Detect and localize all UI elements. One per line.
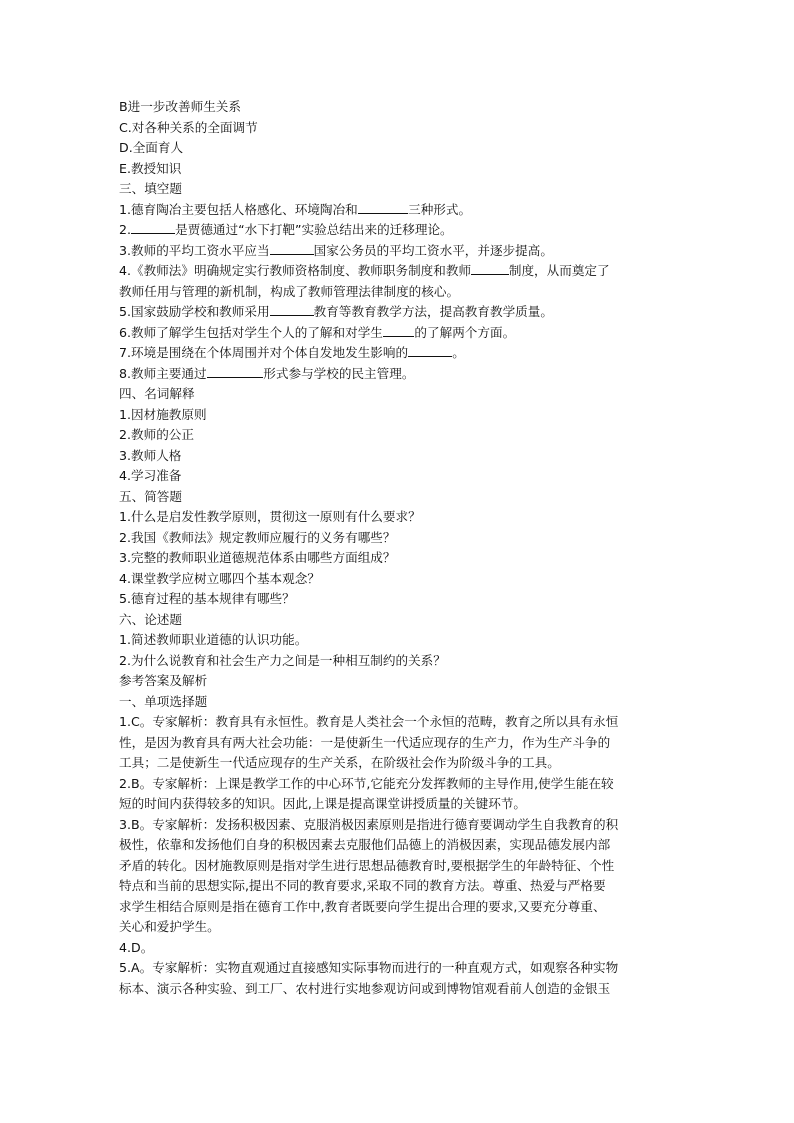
text-line: 7.环境是围绕在个体周围并对个体自发地发生影响的 。 xyxy=(119,345,465,360)
text-line: 关心和爱护学生。 xyxy=(119,919,220,934)
text-line: B进一步改善师生关系 xyxy=(119,99,241,114)
fill-in-blank xyxy=(270,241,314,255)
text-line: 特点和当前的思想实际,提出不同的教育要求,采取不同的教育方法。尊重、热爱与严格要 xyxy=(119,878,606,893)
text-line: 4.学习准备 xyxy=(119,468,182,483)
text-line: 3.B。专家解析：发扬积极因素、克服消极因素原则是指进行德育要调动学生自我教育的积 xyxy=(119,816,619,832)
document-body xyxy=(119,97,679,999)
text-line: 极性，依靠和发扬他们自身的积极因素去克服他们品德上的消极因素，实现品德发展内部 xyxy=(119,837,611,852)
text-line: 三、填空题 xyxy=(119,181,182,196)
text-line: D.全面育人 xyxy=(119,140,184,155)
text-line: 1.德育陶冶主要包括人格感化、环境陶冶和 三种形式。 xyxy=(119,201,472,217)
text-line: 2. 是贾德通过“水下打靶”实验总结出来的迁移理论。 xyxy=(119,222,453,237)
text-line: 5.国家鼓励学校和教师采用 教育等教育教学方法，提高教育教学质量。 xyxy=(119,304,553,319)
text-line: 1.因材施教原则 xyxy=(119,406,207,422)
text-line: 3.教师的平均工资水平应当 国家公务员的平均工资水平，并逐步提高。 xyxy=(119,242,553,258)
text-line: 2.我国《教师法》规定教师应履行的义务有哪些？ xyxy=(119,529,396,545)
text-line: E.教授知识 xyxy=(119,160,182,176)
text-line: 2.B。专家解析：上课是教学工作的中心环节,它能充分发挥教师的主导作用,使学生能在较 xyxy=(119,775,614,791)
fill-in-blank xyxy=(358,200,408,214)
text-line: 4.《教师法》明确规定实行教师资格制度、教师职务制度和教师 制度，从而奠定了 xyxy=(119,263,610,278)
fill-in-blank xyxy=(207,364,264,378)
text-line: 短的时间内获得较多的知识。因此,上课是提高课堂讲授质量的关键环节。 xyxy=(119,796,527,811)
text-line: 2.教师的公正 xyxy=(119,427,194,442)
text-line: 1.简述教师职业道德的认识功能。 xyxy=(119,632,308,647)
text-line: 工具；二是使新生一代适应现存的生产关系，在阶级社会作为阶级斗争的工具。 xyxy=(119,755,560,770)
text-line: 1.C。专家解析：教育具有永恒性。教育是人类社会一个永恒的范畴，教育之所以具有永恒 xyxy=(119,714,619,729)
text-line: 求学生相结合原则是指在德育工作中,教育者既要向学生提出合理的要求,又要充分尊重、 xyxy=(119,898,606,914)
text-line: 8.教师主要通过 形式参与学校的民主管理。 xyxy=(119,365,415,381)
text-line: 一、单项选择题 xyxy=(119,693,208,709)
text-line: C.对各种关系的全面调节 xyxy=(119,119,258,135)
fill-in-blank xyxy=(131,220,175,234)
text-line: 4.D。 xyxy=(119,939,154,955)
text-line: 4.课堂教学应树立哪四个基本观念？ xyxy=(119,570,320,586)
text-line: 3.完整的教师职业道德规范体系由哪些方面组成？ xyxy=(119,550,396,565)
fill-in-blank xyxy=(383,323,415,337)
text-line: 六、论述题 xyxy=(119,611,182,627)
text-line: 3.教师人格 xyxy=(119,447,182,463)
text-line: 五、简答题 xyxy=(119,488,182,504)
text-line: 教师任用与管理的新机制，构成了教师管理法律制度的核心。 xyxy=(119,283,460,299)
text-line: 性，是因为教育具有两大社会功能：一是使新生一代适应现存的生产力，作为生产斗争的 xyxy=(119,734,611,750)
text-line: 四、名词解释 xyxy=(119,386,195,401)
text-line: 标本、演示各种实验、到工厂、农村进行实地参观访问或到博物馆观看前人创造的金银玉 xyxy=(119,980,611,996)
text-line: 矛盾的转化。因材施教原则是指对学生进行思想品德教育时,要根据学生的年龄特征、个性 xyxy=(119,857,615,873)
text-line: 1.什么是启发性教学原则，贯彻这一原则有什么要求？ xyxy=(119,509,421,524)
text-line: 参考答案及解析 xyxy=(119,673,208,688)
fill-in-blank xyxy=(408,343,452,357)
text-line: 5.A。专家解析：实物直观通过直接感知实际事物而进行的一种直观方式，如观察各种实物 xyxy=(119,960,619,975)
fill-in-blank xyxy=(471,261,509,275)
fill-in-blank xyxy=(270,302,314,316)
text-line: 6.教师了解学生包括对学生个人的了解和对学生 的了解两个方面。 xyxy=(119,324,516,340)
text-line: 5.德育过程的基本规律有哪些？ xyxy=(119,591,295,606)
text-line: 2.为什么说教育和社会生产力之间是一种相互制约的关系？ xyxy=(119,652,446,668)
